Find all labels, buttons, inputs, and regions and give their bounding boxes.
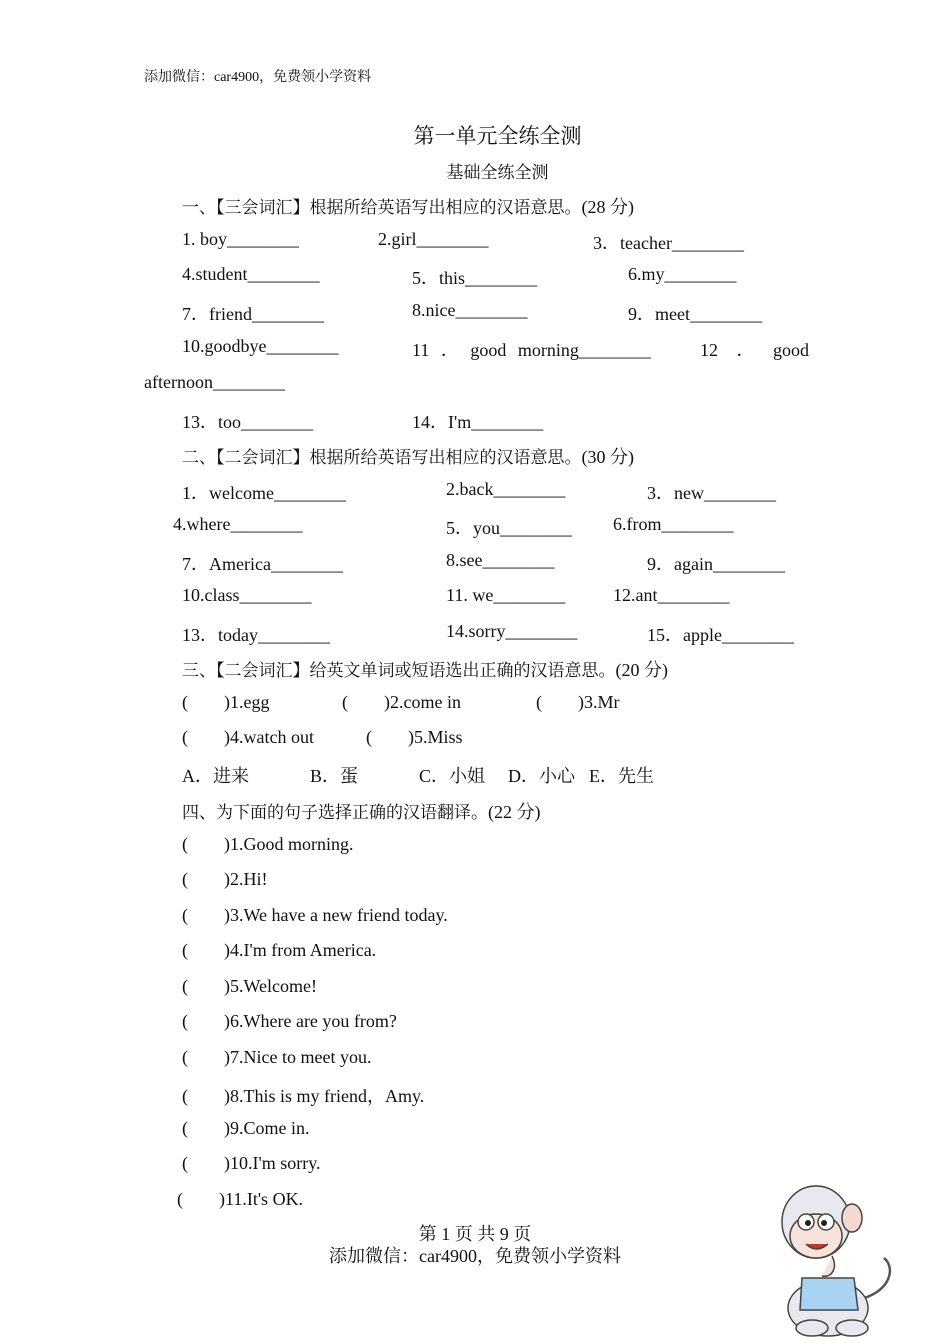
monkey-illustration [772,1178,894,1340]
s3-item-1: ( )1.egg [182,692,270,712]
s1-item-12-cont: afternoon________ [144,372,285,392]
s4-item-3: ( )3.We have a new friend today. [182,905,448,925]
s1-item-6: 6.my________ [628,264,737,284]
s2-item-15: 15．apple________ [647,625,794,645]
s2-item-9: 9．again________ [647,554,785,574]
footer-note: 添加微信：car4900，免费领小学资料 [329,1246,621,1266]
s2-item-3: 3．new________ [647,483,776,503]
s4-item-2: ( )2.Hi! [182,869,268,889]
s4-item-6: ( )6.Where are you from? [182,1011,397,1031]
section-1-score: (28 分) [581,197,634,217]
s1-item-9: 9．meet________ [628,304,762,324]
s2-item-2: 2.back________ [446,479,566,499]
s2-item-11: 11. we________ [446,585,566,605]
s4-item-5: ( )5.Welcome! [182,976,317,996]
s4-item-10: ( )10.I'm sorry. [182,1153,321,1173]
s1-item-12: 12 ． good [700,340,809,360]
s1-item-7: 7．friend________ [182,304,324,324]
section-2-heading-text: 二、【二会词汇】根据所给英语写出相应的汉语意思。 [182,448,582,468]
s3-option-d: D．小心 [508,766,575,786]
s3-item-3: ( )3.Mr [536,692,620,712]
s1-item-5: 5．this________ [412,268,538,288]
s3-option-e: E．先生 [589,766,654,786]
s3-item-2: ( )2.come in [342,692,461,712]
s2-item-13: 13．today________ [182,625,330,645]
s4-item-7: ( )7.Nice to meet you. [182,1047,372,1067]
header-note: 添加微信：car4900，免费领小学资料 [144,70,372,85]
section-4-heading [182,798,541,824]
s3-option-b: B．蛋 [310,766,359,786]
s4-item-9: ( )9.Come in. [182,1118,310,1138]
section-3-heading-text: 三、【二会词汇】给英文单词或短语选出正确的汉语意思。 [182,661,616,681]
s4-item-8: ( )8.This is my friend，Amy. [182,1086,425,1106]
s2-item-14: 14.sorry________ [446,621,578,641]
s4-item-1: ( )1.Good morning. [182,834,354,854]
page-title: 第一单元全练全测 [413,124,582,148]
s1-item-8: 8.nice________ [412,300,528,320]
section-4-heading-text: 四、为下面的句子选择正确的汉语翻译。 [182,803,488,823]
s3-item-4: ( )4.watch out [182,727,314,747]
s1-item-14: 14．I'm________ [412,412,544,432]
s2-item-6: 6.from________ [613,514,734,534]
section-1-heading [182,193,634,219]
s2-item-12: 12.ant________ [613,585,730,605]
section-1-heading-text: 一、【三会词汇】根据所给英语写出相应的汉语意思。 [182,198,582,218]
s1-item-2: 2.girl________ [378,229,489,249]
s1-item-1: 1. boy________ [182,229,299,249]
section-3-score: (20 分) [615,660,668,680]
s1-item-10: 10.goodbye________ [182,336,339,356]
s4-item-11: ( )11.It's OK. [177,1189,304,1209]
s2-item-10: 10.class________ [182,585,312,605]
section-2-heading [182,443,634,469]
s1-item-13: 13．too________ [182,412,314,432]
s2-item-5: 5．you________ [446,518,572,538]
s3-item-5: ( )5.Miss [366,727,463,747]
s4-item-4: ( )4.I'm from America. [182,940,377,960]
s2-item-4: 4.where________ [173,514,303,534]
s2-item-1: 1．welcome________ [182,483,346,503]
s3-option-a: A．进来 [182,766,249,786]
s1-item-11: 11 ． good morning________ [412,340,651,360]
s3-option-c: C．小姐 [419,766,486,786]
s2-item-7: 7．America________ [182,554,343,574]
s1-item-3: 3．teacher________ [593,233,744,253]
page-subtitle: 基础全练全测 [446,163,549,183]
page-number: 第 1 页 共 9 页 [418,1224,532,1244]
s2-item-8: 8.see________ [446,550,555,570]
section-2-score: (30 分) [581,447,634,467]
section-3-heading [182,656,668,682]
section-4-score: (22 分) [488,802,541,822]
s1-item-4: 4.student________ [182,264,320,284]
